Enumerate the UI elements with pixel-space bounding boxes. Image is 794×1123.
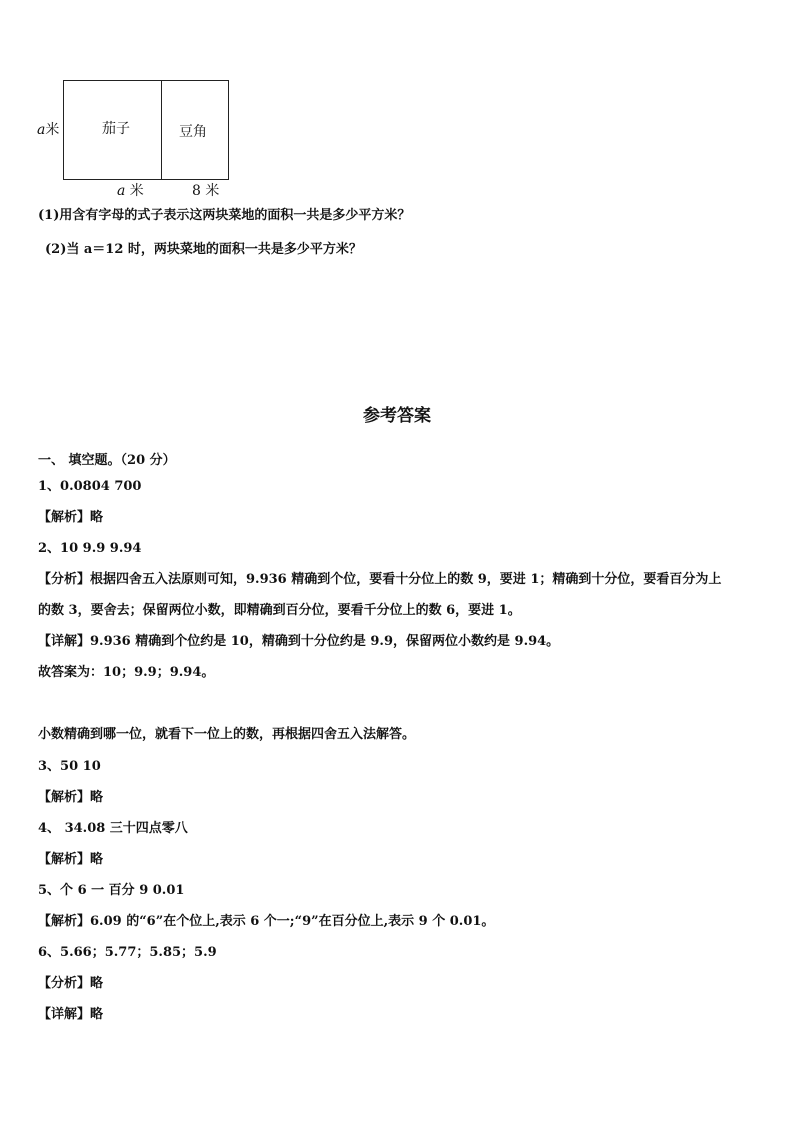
eggplant-label: 茄子 bbox=[102, 121, 130, 137]
answer-4-note: 【解析】略 bbox=[38, 852, 104, 867]
left-side-label: a米 bbox=[37, 122, 60, 138]
answer-1-note: 【解析】略 bbox=[38, 510, 104, 525]
answer-6-detail: 【详解】略 bbox=[38, 1007, 104, 1022]
answer-5-note: 【解析】6.09 的“6”在个位上,表示 6 个一;“9”在百分位上,表示 9 个 0.01。 bbox=[38, 914, 495, 929]
question-2: (2)当 a＝12 时，两块菜地的面积一共是多少平方米？ bbox=[45, 242, 362, 257]
section-header: 一、 填空题。（20 分） bbox=[38, 453, 176, 468]
bottom-left-label: a 米 bbox=[117, 183, 144, 199]
answer-3-note: 【解析】略 bbox=[38, 790, 104, 805]
answer-2-analysis-line-2: 的数 3，要舍去；保留两位小数，即精确到百分位，要看千分位上的数 6，要进 1。 bbox=[38, 603, 521, 618]
answer-title: 参考答案 bbox=[363, 406, 431, 426]
answer-2-detail: 【详解】9.936 精确到个位约是 10，精确到十分位约是 9.9，保留两位小数约是 9.94。 bbox=[38, 634, 560, 649]
answer-5: 5、个 6 一 百分 9 0.01 bbox=[38, 883, 185, 898]
question-1: (1)用含有字母的式子表示这两块菜地的面积一共是多少平方米？ bbox=[38, 208, 411, 223]
beans-label: 豆角 bbox=[179, 124, 207, 140]
answer-1: 1、0.0804 700 bbox=[38, 479, 142, 494]
answer-2: 2、10 9.9 9.94 bbox=[38, 541, 142, 556]
bottom-right-label: 8 米 bbox=[192, 183, 220, 199]
answer-3: 3、50 10 bbox=[38, 759, 101, 774]
answer-2-tip: 小数精确到哪一位，就看下一位上的数，再根据四舍五入法解答。 bbox=[38, 727, 416, 742]
answer-4: 4、 34.08 三十四点零八 bbox=[38, 821, 188, 836]
answer-2-final: 故答案为：10；9.9；9.94。 bbox=[38, 665, 215, 680]
answer-6-analysis: 【分析】略 bbox=[38, 976, 104, 991]
answer-2-analysis-line-1: 【分析】根据四舍五入法原则可知，9.936 精确到个位，要看十分位上的数 9，要进 1；精确到十分位，要看百分为上 bbox=[38, 572, 722, 587]
answer-6: 6、5.66；5.77；5.85；5.9 bbox=[38, 945, 217, 960]
